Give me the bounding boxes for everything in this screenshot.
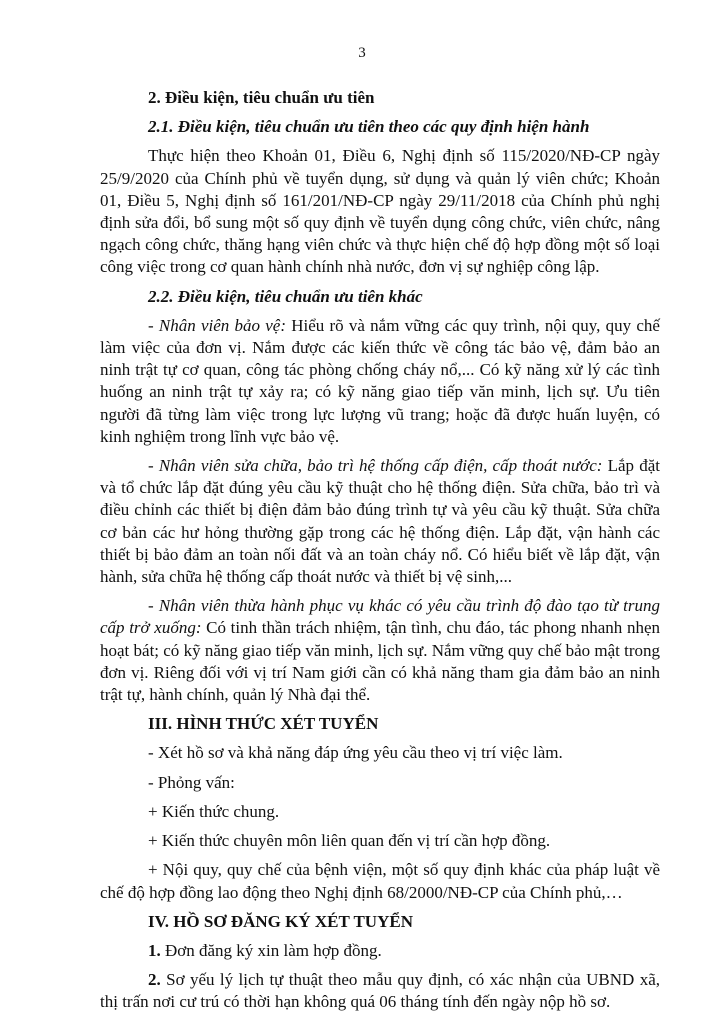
section-III-line: - Xét hồ sơ và khả năng đáp ứng yêu cầu theo vị trí việc làm. — [148, 743, 563, 763]
item-text-bao-ve: Hiểu rõ và nắm vững các quy trình, nội quy, quy chế làm việc của đơn vị. Nắm được các kiến thức về công tác bảo vệ, đảm bảo an ninh trật tự cơ quan, công tác phòng chống cháy nổ,... Có kỹ năng xử lý các tình huống an ninh trật tự xảy ra; có kỹ năng giao tiếp văn minh, lịch sự. Ưu tiên người đã từng làm việc trong lực lượng vũ trang; hoặc đã được huấn luyện, có kinh nghiệm trong lĩnh vực bảo vệ. — [100, 315, 660, 446]
paragraph-bao-ve — [100, 315, 660, 448]
paragraph-sua-chua — [100, 455, 660, 588]
item-text: Đơn đăng ký xin làm hợp đồng. — [160, 940, 382, 960]
section-IV-item — [100, 940, 660, 962]
section-III-line: + Kiến thức chuyên môn liên quan đến vị trí cần hợp đồng. — [148, 831, 551, 851]
page-number: 3 — [358, 45, 366, 61]
section-heading-2: 2. Điều kiện, tiêu chuẩn ưu tiên — [148, 88, 375, 107]
section-heading-2-1: 2.1. Điều kiện, tiêu chuẩn ưu tiên theo các quy định hiện hành — [148, 117, 590, 137]
section-heading-III: III. HÌNH THỨC XÉT TUYỂN — [148, 714, 379, 734]
item-text-thua-hanh: Có tinh thần trách nhiệm, tận tình, chu đáo, tác phong nhanh nhẹn hoạt bát; có kỹ năng giao tiếp văn minh, lịch sự. Nắm vững quy chế bảo mật trong đơn vị. Riêng đối với vị trí Nam giới cần có khả năng tham gia đảm bảo an ninh trật tự, hành chính, quản lý Nhà đại thể. — [100, 618, 660, 705]
item-label-sua-chua: - Nhân viên sửa chữa, bảo trì hệ thống cấp điện, cấp thoát nước: — [148, 456, 603, 476]
section-heading-IV: IV. HỒ SƠ ĐĂNG KÝ XÉT TUYỂN — [148, 911, 413, 931]
item-text: Sơ yếu lý lịch tự thuật theo mẫu quy định, có xác nhận của UBND xã, thị trấn nơi cư trú có thời hạn không quá 06 tháng tính đến ngày nộp hồ sơ. — [100, 970, 660, 1012]
item-number: 1. — [148, 940, 161, 960]
item-number: 2. — [148, 970, 161, 990]
section-III-line: - Phỏng vấn: — [148, 772, 235, 792]
item-label-bao-ve: - Nhân viên bảo vệ: — [148, 315, 286, 335]
item-text-sua-chua: Lắp đặt và tổ chức lắp đặt đúng yêu cầu kỹ thuật cho hệ thống điện. Sửa chữa, bảo trì và điều chỉnh các thiết bị điện đảm bảo đúng trình tự và yêu cầu kỹ thuật. Sửa chữa cơ bản các hư hỏng thường gặp trong các hệ thống điện. Lắp đặt, vận hành các thiết bị bảo đảm an toàn nối đất và an toàn cháy nổ. Có hiểu biết về lắp đặt, vận hành, sửa chữa hệ thống cấp thoát nước và thiết bị vệ sinh,... — [100, 456, 660, 587]
paragraph-2-1: Thực hiện theo Khoản 01, Điều 6, Nghị định số 115/2020/NĐ-CP ngày 25/9/2020 của Chính phủ về tuyển dụng, sử dụng và quản lý viên chức; Khoản 01, Điều 5, Nghị định số 161/201/NĐ-CP ngày 29/11/2018 của Chính phủ nghị định sửa đổi, bổ sung một số quy định về tuyển dụng công chức, viên chức, nâng ngạch công chức, thăng hạng viên chức và thực hiện chế độ hợp đồng một số loại công việc trong cơ quan hành chính nhà nước, đơn vị sự nghiệp công lập. — [100, 146, 660, 277]
paragraph-thua-hanh — [100, 595, 660, 706]
section-heading-2-2: 2.2. Điều kiện, tiêu chuẩn ưu tiên khác — [148, 286, 423, 306]
section-IV-item — [100, 969, 660, 1013]
document-body — [100, 84, 660, 1014]
section-III-line: + Kiến thức chung. — [148, 801, 280, 821]
section-III-line: + Nội quy, quy chế của bệnh viện, một số quy định khác của pháp luật về chế độ hợp đồng lao động theo Nghị định 68/2000/NĐ-CP của Chính phủ,… — [100, 860, 660, 902]
item-label-thua-hanh: - Nhân viên thừa hành phục vụ khác có yêu cầu trình độ đào tạo từ trung cấp trở xuống: — [100, 596, 660, 638]
